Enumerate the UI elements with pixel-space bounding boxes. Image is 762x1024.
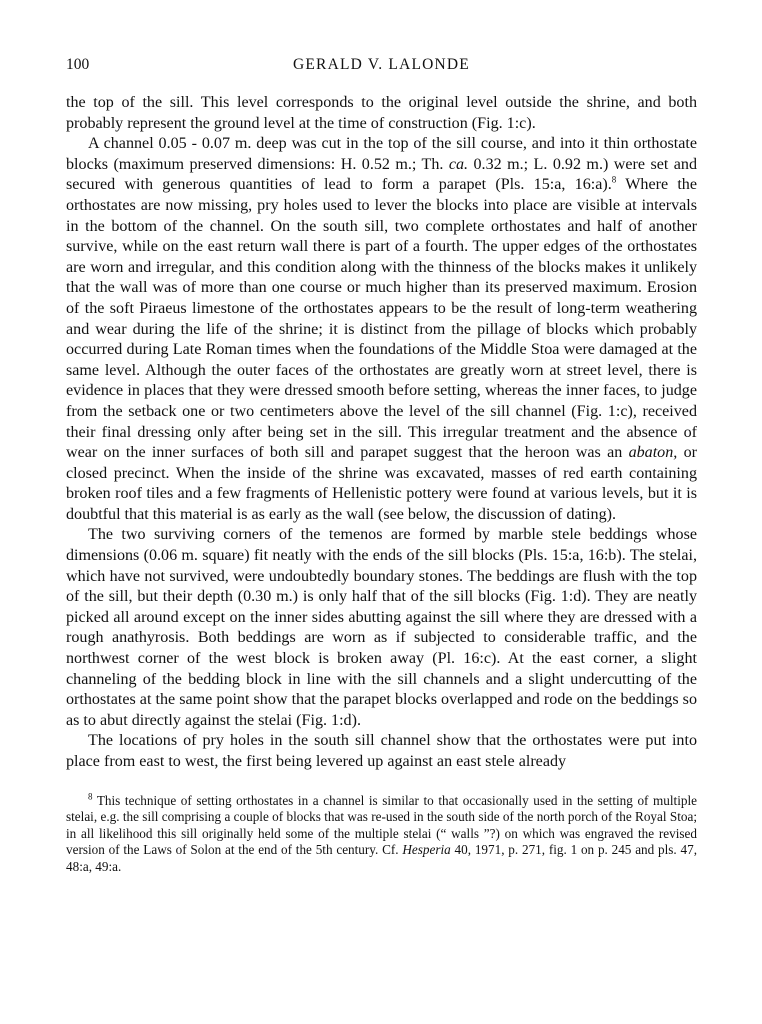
text-run: 40, 1971, p. 271, fig. 1 on p. 245 and pls. 47, 48:a, 49:a. (66, 842, 697, 874)
footnote-marker: 8 (88, 791, 93, 802)
paragraph-4 (66, 731, 697, 772)
text-run: 0.32 m.; L. 0.92 m.) were set and secured with generous quantities of lead to form a parapet (Pls. 15:a, 16:a). (66, 155, 697, 194)
paragraph-2 (66, 134, 697, 525)
text-run: A channel 0.05 - 0.07 m. deep was cut in the top of the sill course, and into it thin orthostate blocks (maximum preserved dimensions: H. 0.52 m.; Th. (66, 135, 697, 173)
text-run: the top of the sill. This level corresponds to the original level outside the shrine, and both probably represent the ground level at the time of construction (Fig. 1:c). (66, 94, 697, 132)
italic-text: ca. (448, 155, 469, 173)
footnote-marker: 8 (611, 175, 617, 186)
italic-text: abaton, (628, 444, 678, 462)
italic-text: Hesperia (402, 842, 451, 858)
text-run: The locations of pry holes in the south sill channel show that the orthostates were put into place from east to west, the first being levered up against an east stele already (66, 732, 697, 770)
text-run: or closed precinct. When the inside of the shrine was excavated, masses of red earth containing broken roof tiles and a few fragments of Hellenistic pottery were found at various levels, but it is doubtful that this material is as early as the wall (see below, the discussion of dating). (66, 444, 697, 523)
paragraph-3 (66, 525, 697, 731)
page-number: 100 (66, 56, 90, 73)
text-run: The two surviving corners of the temenos are formed by marble stele beddings whose dimensions (0.06 m. square) fit neatly with the ends of the sill blocks (Pls. 15:a, 16:b). The stelai, which have not survived, were undoubtedly boundary stones. The beddings are flush with the top of the sill, but their depth (0.30 m.) is only half that of the sill blocks (Fig. 1:d). They are neatly picked all around except on the inner sides abutting against the sill where they are dressed with a rough anathyrosis. Both beddings are worn as if subjected to considerable traffic, and the northwest corner of the west block is broken away (Pl. 16:c). At the east corner, a slight channeling of the bedding block in line with the sill channels and a slight undercutting of the orthostates at the same point show that the parapet blocks overlapped and rode on the beddings so as to abut directly against the stelai (Fig. 1:d). (66, 526, 697, 729)
running-head: GERALD V. LALONDE (293, 56, 470, 73)
page-header (66, 56, 697, 80)
footnote-8 (66, 793, 697, 876)
paragraph-1 (66, 93, 697, 134)
journal-page (66, 56, 697, 876)
body-text (66, 93, 697, 773)
text-run: Where the orthostates are now missing, pry holes used to lever the blocks into place are visible at intervals in the bottom of the channel. On the south sill, two complete orthostates and half of another survive, while on the east return wall there is part of a fourth. The upper edges of the orthostates are worn and irregular, and this condition along with the thinness of the blocks makes it unlikely that the wall was of more than one course or much higher than its preserved maximum. Erosion of the soft Piraeus limestone of the orthostates appears to be the result of long-term weathering and wear during the life of the shrine; it is distinct from the pillage of blocks which probably occurred during Late Roman times when the foundations of the Middle Stoa were damaged at the same level. Although the outer faces of the orthostates are greatly worn at street level, there is evidence in places that they were dressed smooth before setting, whereas the inner faces, to judge from the setback one or two centimeters above the level of the sill channel (Fig. 1:c), received their final dressing only after being set in the sill. This irregular treatment and the absence of wear on the inner surfaces of both sill and parapet suggest that the heroon was an (66, 176, 697, 462)
text-run: This technique of setting orthostates in a channel is similar to that occasionally used in the setting of multiple stelai, e.g. the sill comprising a couple of blocks that was re-used in the south side of the north porch of the Royal Stoa; in all likelihood this sill originally held some of the multiple stelai (“ walls ”?) on which was engraved the revised version of the Laws of Solon at the end of the 5th century. Cf. (66, 792, 697, 858)
